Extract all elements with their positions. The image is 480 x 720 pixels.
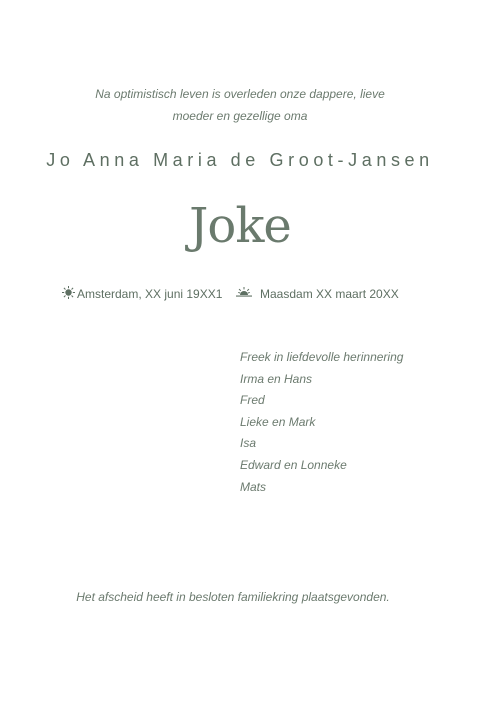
- intro-line-1: Na optimistisch leven is overleden onze dappere, lieve: [95, 87, 385, 101]
- birth-text: Amsterdam, XX juni 19XX1: [77, 287, 223, 301]
- sun-icon: [62, 286, 75, 302]
- mourner-line: Freek in liefdevolle herinnering: [240, 350, 404, 364]
- death-date: [236, 286, 399, 301]
- mourner-line: Mats: [240, 479, 267, 494]
- intro-text: [60, 84, 420, 127]
- closing-text: Het afscheid heeft in besloten familiekring plaatsgevonden.: [76, 590, 390, 604]
- mourner-line: Irma en Hans: [240, 371, 313, 386]
- nickname: Joke: [189, 198, 291, 254]
- sunset-icon: [236, 286, 252, 301]
- mourners-list: [240, 347, 403, 498]
- mourner-line: Isa: [240, 436, 257, 451]
- mourner-line: Lieke en Mark: [240, 414, 316, 429]
- mourner-line: Edward en Lonneke: [240, 457, 347, 472]
- full-name: Jo Anna Maria de Groot-Jansen: [46, 150, 434, 170]
- intro-line-2: moeder en gezellige oma: [172, 108, 308, 123]
- birth-date: [62, 286, 222, 302]
- mourner-line: Fred: [240, 393, 265, 408]
- death-text: Maasdam XX maart 20XX: [260, 286, 399, 301]
